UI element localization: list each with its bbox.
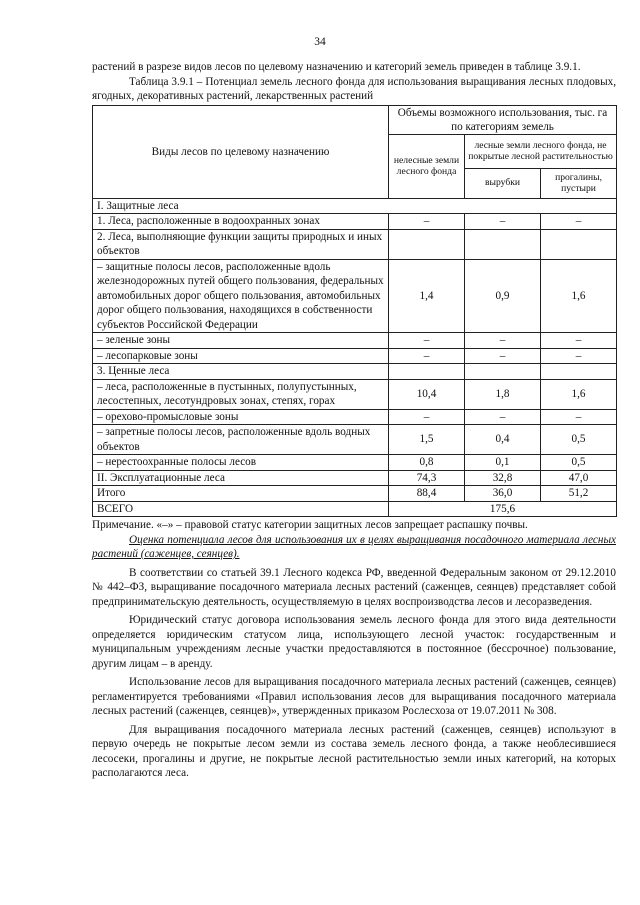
row-name: – леса, расположенные в пустынных, полупустынных, лесостепных, лесотундровых зонах, степях, горах: [93, 379, 389, 409]
table-row: [93, 455, 617, 471]
row-value-b: [465, 229, 541, 259]
row-name: 2. Леса, выполняющие функции защиты природных и иных объектов: [93, 229, 389, 259]
row-value-c: –: [541, 348, 617, 364]
paragraph: Использование лесов для выращивания посадочного материала лесных растений (саженцев, сеянцев) регламентируется требованиями «Правил использования лесов для выращивания посадочного материала лесных растений (саженцев, сеянцев)», утвержденных приказом Рослесхоза от 19.07.2011 № 308.: [92, 676, 616, 717]
table-total-row: [93, 501, 617, 517]
paragraph: В соответствии со статьей 39.1 Лесного кодекса РФ, введенной Федеральным законом от 29.12.2010 № 442–ФЗ, выращивание посадочного материала лесных растений (саженцев, сеянцев) представляет собой предпринимательскую деятельность, осуществляемую в целях воспроизводства лесов и лесоразведения.: [92, 566, 616, 608]
row-value-b: –: [465, 333, 541, 349]
row-value-c: 0,5: [541, 455, 617, 471]
row-name: II. Эксплуатационные леса: [93, 470, 389, 486]
row-value-a: 88,4: [389, 486, 465, 502]
row-value-a: [389, 364, 465, 380]
row-value-a: –: [389, 333, 465, 349]
header-nonforest: нелесные земли лесного фонда: [389, 134, 465, 198]
row-value-c: 1,6: [541, 259, 617, 333]
row-value-a: 74,3: [389, 470, 465, 486]
table-row: [93, 348, 617, 364]
row-value-b: [465, 364, 541, 380]
row-value-b: 0,1: [465, 455, 541, 471]
paragraph: Для выращивания посадочного материала лесных растений (саженцев, сеянцев) используют в первую очередь не покрытые лесом земли из состава земель лесного фонда, а также необлесившиеся лесосеки, прогалины и другие, не покрытые лесной растительностью земли иных категорий, на которых располагаются леса.: [92, 723, 616, 779]
row-value-b: 1,8: [465, 379, 541, 409]
row-value-c: [541, 364, 617, 380]
row-value-a: 0,8: [389, 455, 465, 471]
table-row: [93, 379, 617, 409]
table-row: [93, 198, 617, 214]
row-value-c: 1,6: [541, 379, 617, 409]
table-row: [93, 229, 617, 259]
header-type: Виды лесов по целевому назначению: [93, 105, 389, 198]
row-name: – орехово-промысловые зоны: [93, 409, 389, 425]
potential-table: [92, 105, 617, 518]
row-value-a: [389, 229, 465, 259]
header-clearings: вырубки: [465, 168, 541, 198]
row-name: – нерестоохранные полосы лесов: [93, 455, 389, 471]
row-value-c: 0,5: [541, 425, 617, 455]
row-name: 3. Ценные леса: [93, 364, 389, 380]
paragraph: Юридический статус договора использования земель лесного фонда для этого вида деятельности определяется юридическим статусом лица, использующего лесной участок: государственным и муниципальным учреждениям лесные участки предоставляются в постоянное (бессрочное) пользование, другим лицам – в аренду.: [92, 614, 616, 670]
row-value-a: 10,4: [389, 379, 465, 409]
table-caption: Таблица 3.9.1 – Потенциал земель лесного фонда для использования выращивания лесных плодовых, ягодных, декоративных растений, лекарственных растений: [92, 75, 616, 102]
row-value-b: 36,0: [465, 486, 541, 502]
table-row: [93, 425, 617, 455]
section-heading: Оценка потенциала лесов для использования их в целях выращивания посадочного материала лесных растений (саженцев, сеянцев).: [92, 533, 616, 560]
header-forest-uncovered: лесные земли лесного фонда, не покрытые лесной растительностью: [465, 134, 617, 168]
row-value-b: 0,4: [465, 425, 541, 455]
row-value-c: –: [541, 333, 617, 349]
table-row: [93, 486, 617, 502]
row-value-a: 1,4: [389, 259, 465, 333]
row-value-c: –: [541, 214, 617, 230]
row-name: – лесопарковые зоны: [93, 348, 389, 364]
row-name: Итого: [93, 486, 389, 502]
row-name: I. Защитные леса: [93, 198, 617, 214]
table-note: Примечание. «–» – правовой статус категории защитных лесов запрещает распашку почвы.: [92, 519, 528, 531]
row-name: – зеленые зоны: [93, 333, 389, 349]
row-value-a: –: [389, 214, 465, 230]
row-value-a: 1,5: [389, 425, 465, 455]
table-row: [93, 409, 617, 425]
table-row: [93, 333, 617, 349]
page-number: 34: [314, 36, 326, 48]
row-value-c: 51,2: [541, 486, 617, 502]
row-value-b: –: [465, 214, 541, 230]
row-value-c: –: [541, 409, 617, 425]
row-name: 1. Леса, расположенные в водоохранных зонах: [93, 214, 389, 230]
row-value-b: –: [465, 409, 541, 425]
total-value: 175,6: [389, 501, 617, 517]
table-row: [93, 364, 617, 380]
intro-text: растений в разрезе видов лесов по целевому назначению и категорий земель приведен в таблице 3.9.1.: [92, 61, 581, 73]
row-value-c: [541, 229, 617, 259]
row-value-a: –: [389, 409, 465, 425]
table-row: [93, 259, 617, 333]
row-name: – запретные полосы лесов, расположенные вдоль водных объектов: [93, 425, 389, 455]
row-value-b: 32,8: [465, 470, 541, 486]
total-label: ВСЕГО: [93, 501, 389, 517]
page-content: [92, 60, 616, 781]
row-value-b: 0,9: [465, 259, 541, 333]
row-value-c: 47,0: [541, 470, 617, 486]
table-row: [93, 214, 617, 230]
header-volume: Объемы возможного использования, тыс. га по категориям земель: [389, 105, 617, 134]
row-value-b: –: [465, 348, 541, 364]
header-burns: прогалины, пустыри: [541, 168, 617, 198]
row-value-a: –: [389, 348, 465, 364]
table-row: [93, 470, 617, 486]
row-name: – защитные полосы лесов, расположенные вдоль железнодорожных путей общего пользования, федеральных автомобильных дорог общего пользования, автомобильных дорог общего пользования, находящихся в собственности субъектов Российской Федерации: [93, 259, 389, 333]
